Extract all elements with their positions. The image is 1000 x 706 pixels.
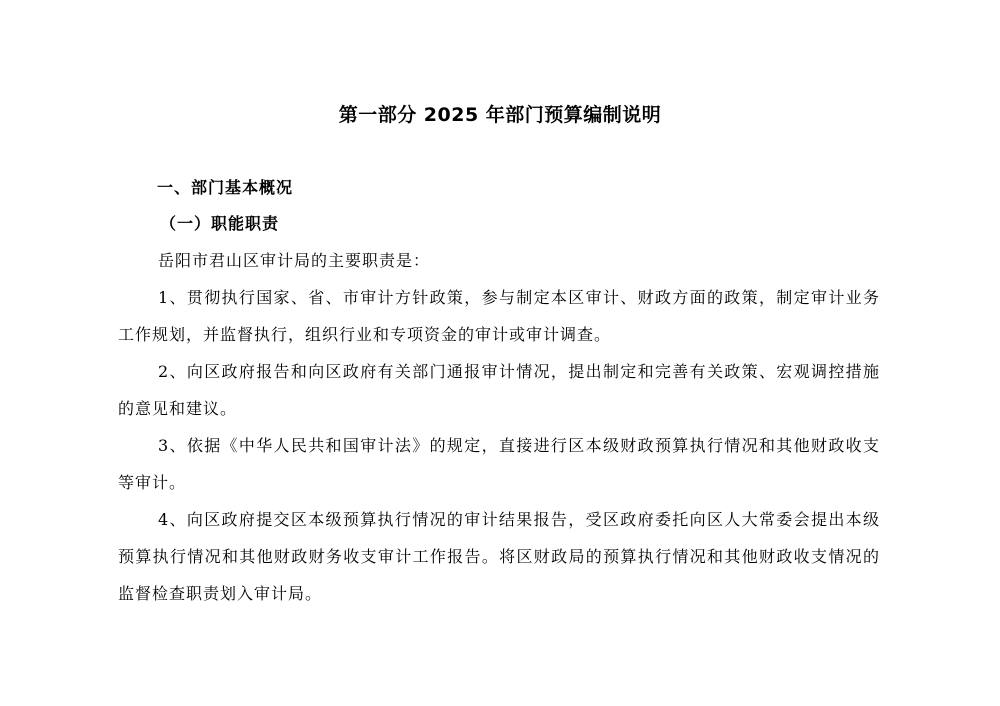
subsection-heading: （一）职能职责 [160, 214, 280, 233]
duty-item-3: 3、依据《中华人民共和国审计法》的规定，直接进行区本级财政预算执行情况和其他财政收支等审计。 [118, 436, 880, 492]
duty-item-2: 2、向区政府报告和向区政府有关部门通报审计情况，提出制定和完善有关政策、宏观调控措施的意见和建议。 [118, 362, 880, 418]
page-title: 第一部分 2025 年部门预算编制说明 [338, 104, 662, 126]
section-heading: 一、部门基本概况 [157, 178, 294, 197]
duty-item-1: 1、贯彻执行国家、省、市审计方针政策，参与制定本区审计、财政方面的政策，制定审计业务工作规划，并监督执行，组织行业和专项资金的审计或审计调查。 [118, 288, 880, 344]
intro-paragraph: 岳阳市君山区审计局的主要职责是： [158, 251, 431, 270]
duty-item-4: 4、向区政府提交区本级预算执行情况的审计结果报告，受区政府委托向区人大常委会提出本级预算执行情况和其他财政财务收支审计工作报告。将区财政局的预算执行情况和其他财政收支情况的监督检查职责划入审计局。 [118, 510, 880, 603]
